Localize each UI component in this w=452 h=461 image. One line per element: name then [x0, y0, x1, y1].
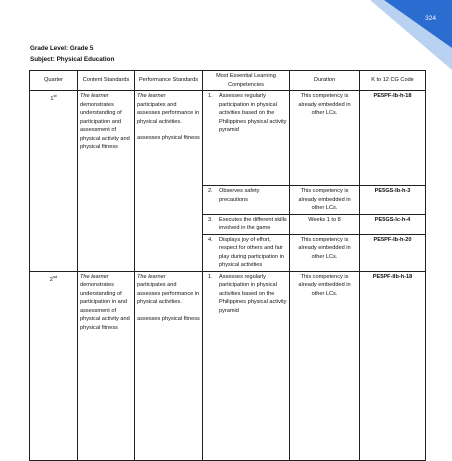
competency-text: Assesses regularly participation in physical activities based on the Philippines physical activity pyramid [219, 93, 287, 133]
quarter-suffix: nd [52, 273, 58, 279]
competency-cell [203, 234, 290, 271]
content-standard-cell [78, 271, 135, 460]
page-corner-decoration [332, 0, 452, 70]
col-header-competencies: Most Essential Learning Competencies [203, 71, 290, 91]
subject: Subject: Physical Education [30, 56, 115, 63]
quarter-label: 2 [49, 276, 53, 283]
col-header-content-standards: Content Standards [78, 71, 135, 91]
performance-standard-lead: The learner [137, 273, 166, 280]
duration-cell: Weeks 1 to 8 [290, 214, 360, 234]
competency-cell [203, 271, 290, 460]
cg-code-cell: PE5GS-Ib-h-3 [360, 186, 426, 215]
quarter-suffix: st [53, 93, 57, 98]
competency-cell [203, 214, 290, 234]
competency-table [29, 70, 426, 461]
competency-text: Observes safety precautions [219, 188, 260, 203]
grade-level: Grade Level: Grade 5 [30, 45, 94, 52]
content-standard-lead: The learner [80, 93, 109, 99]
competency-number: 4. [208, 236, 213, 243]
competency-cell [203, 186, 290, 215]
cg-code-cell: PE5PF-Ib-h-18 [360, 91, 426, 186]
duration-cell: This competency is already embedded in other LCs. [290, 91, 360, 186]
performance-standard-text-2: assesses physical fitness [137, 315, 200, 322]
performance-standard-text: participates and assesses performance in physical activities. [137, 282, 200, 305]
cg-code-cell: PE5PF-IIb-h-18 [360, 271, 426, 460]
cg-code-cell: PE5GS-Ic-h-4 [360, 214, 426, 234]
quarter-cell [30, 271, 78, 460]
cg-code-cell: PE5PF-Ib-h-20 [360, 234, 426, 271]
performance-standard-cell [135, 271, 203, 460]
performance-standard-cell [135, 91, 203, 272]
competency-number: 3. [208, 216, 213, 223]
table-row [30, 271, 426, 460]
table-row [30, 91, 426, 186]
document-header [30, 43, 114, 65]
quarter-label: 1 [50, 95, 54, 102]
content-standard-cell [78, 91, 135, 272]
page-number: 324 [425, 15, 436, 22]
competency-text: Displays joy of effort, respect for others and fair play during participation in physical activities [219, 236, 284, 268]
col-header-duration: Duration [290, 71, 360, 91]
quarter-cell [30, 91, 78, 272]
duration-cell: This competency is already embedded in other LCs. [290, 186, 360, 215]
competency-cell [203, 91, 290, 186]
performance-standard-lead: The learner [137, 93, 166, 99]
duration-cell: This competency is already embedded in other LCs. [290, 234, 360, 271]
competency-number: 1. [208, 93, 213, 99]
performance-standard-text-2: assesses physical fitness [137, 135, 200, 141]
competency-text: Executes the different skills involved in the game [219, 216, 287, 231]
competency-number: 2. [208, 188, 213, 194]
content-standard-text: demonstrates understanding of participation and assessment of physical activity and physical fitness [80, 101, 130, 150]
competency-text: Assesses regularly participation in physical activities based on the Philippines physical activity pyramid [219, 273, 287, 314]
table-header-row [30, 71, 426, 91]
col-header-quarter: Quarter [30, 71, 78, 91]
content-standard-lead: The learner [80, 273, 109, 280]
col-header-cg-code: K to 12 CG Code [360, 71, 426, 91]
competency-number: 1. [208, 273, 213, 280]
duration-cell: This competency is already embedded in other LCs. [290, 271, 360, 460]
col-header-performance-standards: Performance Standards [135, 71, 203, 91]
content-standard-text: demonstrates understanding of participation in and assessment of physical activity and physical fitness [80, 282, 130, 331]
performance-standard-text: participates and assesses performance in physical activities. [137, 101, 200, 125]
